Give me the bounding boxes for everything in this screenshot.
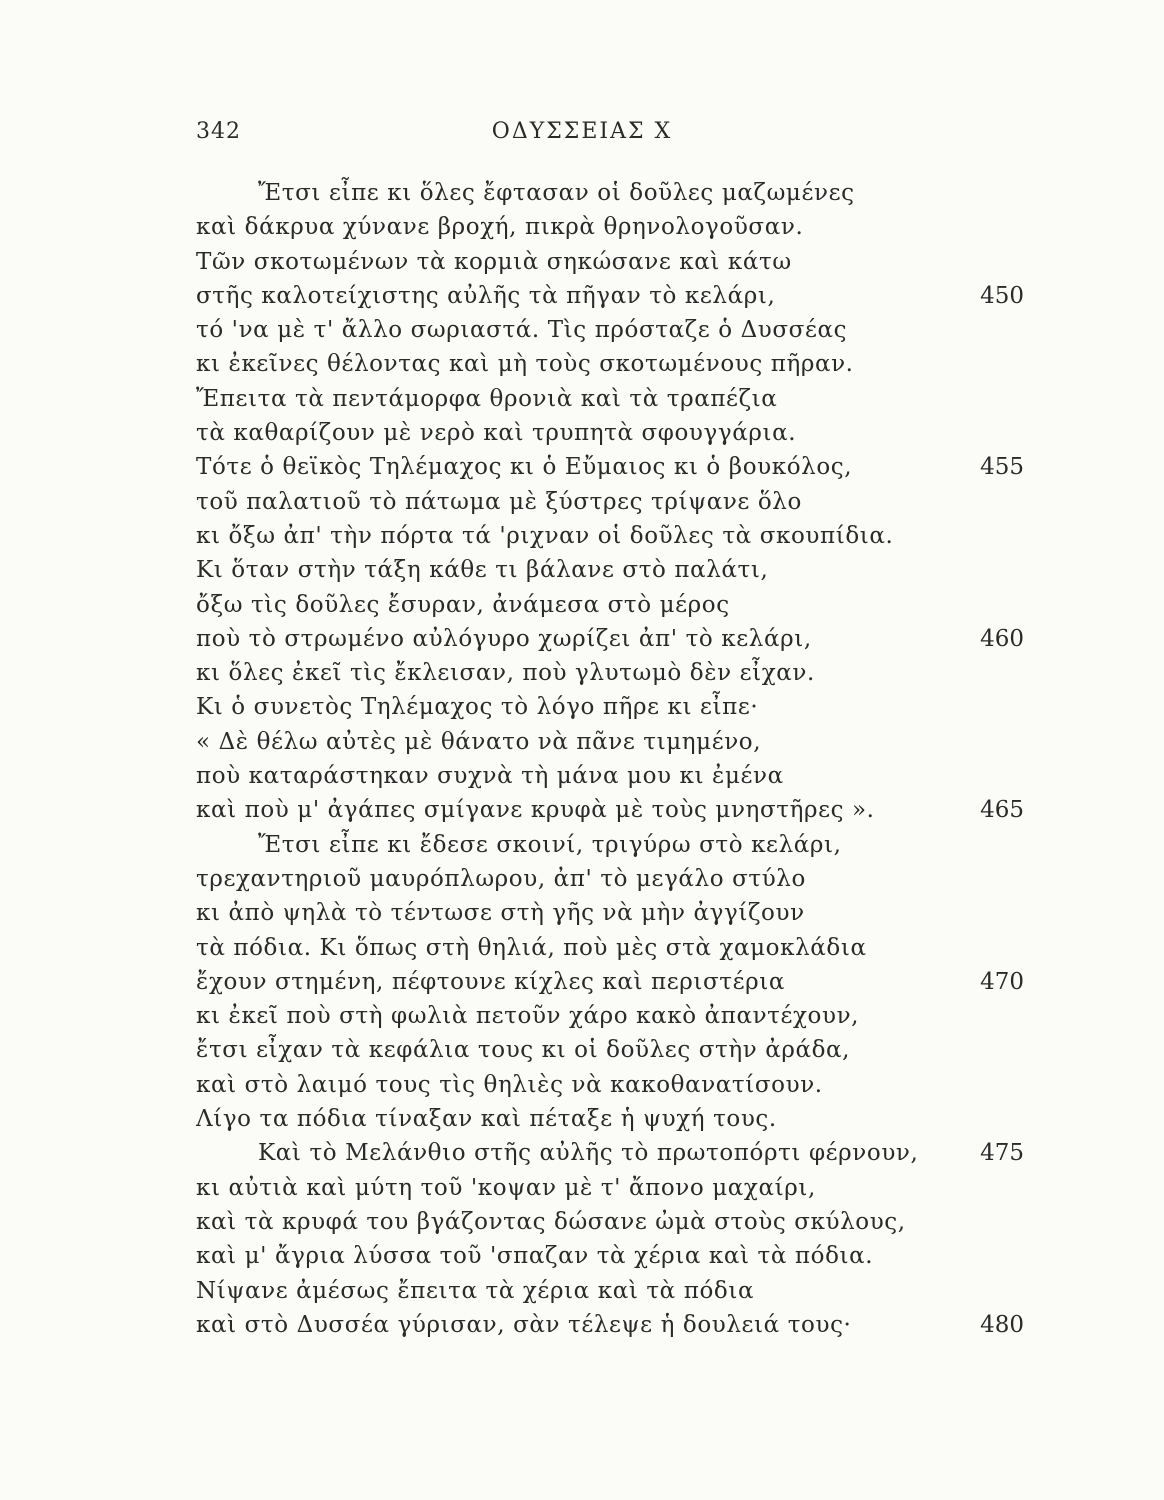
verse-text: κι ἐκεῖ ποὺ στὴ φωλιὰ πετοῦν χάρο κακὸ ἀπαντέχουν,	[196, 1003, 860, 1030]
verse-line	[0, 862, 1164, 896]
line-number: 470	[980, 968, 1024, 995]
verse-text: τοῦ παλατιοῦ τὸ πάτωμα μὲ ξύστρες τρίψανε ὅλο	[196, 488, 802, 515]
line-number: 465	[980, 797, 1024, 824]
verse-text: ἔτσι εἶχαν τὰ κεφάλια τους κι οἱ δοῦλες στὴν ἀράδα,	[196, 1037, 851, 1064]
verse-line	[0, 279, 1164, 313]
verse-line	[0, 1205, 1164, 1239]
verse-text: ποὺ τὸ στρωμένο αὐλόγυρο χωρίζει ἀπ' τὸ κελάρι,	[196, 625, 812, 652]
verse-line	[0, 1033, 1164, 1067]
verse-text: καὶ στὸ Δυσσέα γύρισαν, σὰν τέλεψε ἡ δουλειά τους·	[196, 1311, 852, 1338]
verse-block	[0, 176, 1164, 1342]
verse-text: καὶ στὸ λαιμό τους τὶς θηλιὲς νὰ κακοθανατίσουν.	[196, 1071, 823, 1098]
verse-line	[0, 416, 1164, 450]
verse-text: τό 'να μὲ τ' ἄλλο σωριαστά. Τὶς πρόσταζε ὁ Δυσσέας	[196, 317, 848, 344]
verse-text: κι ἀπὸ ψηλὰ τὸ τέντωσε στὴ γῆς νὰ μὴν ἀγγίζουν	[196, 900, 805, 927]
verse-line	[0, 690, 1164, 724]
verse-line	[0, 622, 1164, 656]
verse-text: τὰ καθαρίζουν μὲ νερὸ καὶ τρυπητὰ σφουγγάρια.	[196, 420, 797, 447]
page-number: 342	[196, 119, 241, 144]
verse-line	[0, 759, 1164, 793]
verse-text: Ἔπειτα τὰ πεντάμορφα θρονιὰ καὶ τὰ τραπέζια	[196, 385, 778, 412]
verse-line	[0, 245, 1164, 279]
verse-text: στῆς καλοτείχιστης αὐλῆς τὰ πῆγαν τὸ κελάρι,	[196, 282, 776, 309]
verse-line	[0, 313, 1164, 347]
verse-line	[0, 382, 1164, 416]
verse-text: τρεχαντηριοῦ μαυρόπλωρου, ἀπ' τὸ μεγάλο στύλο	[196, 865, 806, 892]
verse-text: κι ὅλες ἐκεῖ τὶς ἔκλεισαν, ποὺ γλυτωμὸ δὲν εἶχαν.	[196, 660, 815, 687]
verse-text: κι αὐτιὰ καὶ μύτη τοῦ 'κοψαν μὲ τ' ἄπονο μαχαίρι,	[196, 1174, 816, 1201]
verse-text: Κι ὁ συνετὸς Τηλέμαχος τὸ λόγο πῆρε κι εἶπε·	[196, 694, 759, 721]
verse-text: κι ὄξω ἀπ' τὴν πόρτα τά 'ριχναν οἱ δοῦλες τὰ σκουπίδια.	[196, 522, 894, 549]
verse-text: ἔχουν στημένη, πέφτουνε κίχλες καὶ περιστέρια	[196, 968, 785, 995]
verse-text: κι ἐκεῖνες θέλοντας καὶ μὴ τοὺς σκοτωμένους πῆραν.	[196, 351, 854, 378]
line-number: 450	[980, 282, 1024, 309]
verse-text: Καὶ τὸ Μελάνθιο στῆς αὐλῆς τὸ πρωτοπόρτι φέρνουν,	[258, 1140, 919, 1167]
verse-line	[0, 1239, 1164, 1273]
verse-text: τὰ πόδια. Κι ὅπως στὴ θηλιά, ποὺ μὲς στὰ χαμοκλάδια	[196, 934, 867, 961]
verse-line	[0, 210, 1164, 244]
verse-text: ὄξω τὶς δοῦλες ἔσυραν, ἀνάμεσα στὸ μέρος	[196, 591, 730, 618]
verse-text: Ἔτσι εἶπε κι ἔδεσε σκοινί, τριγύρω στὸ κελάρι,	[258, 831, 842, 858]
line-number: 455	[980, 454, 1024, 481]
verse-line	[0, 828, 1164, 862]
verse-line	[0, 931, 1164, 965]
verse-line	[0, 725, 1164, 759]
verse-line	[0, 656, 1164, 690]
verse-text: Κι ὅταν στὴν τάξη κάθε τι βάλανε στὸ παλάτι,	[196, 557, 769, 584]
verse-line	[0, 999, 1164, 1033]
verse-text: « Δὲ θέλω αὐτὲς μὲ θάνατο νὰ πᾶνε τιμημένο,	[196, 728, 762, 755]
verse-line	[0, 485, 1164, 519]
verse-text: Τῶν σκοτωμένων τὰ κορμιὰ σηκώσανε καὶ κάτω	[196, 248, 792, 275]
verse-line	[0, 1274, 1164, 1308]
verse-text: ποὺ καταράστηκαν συχνὰ τὴ μάνα μου κι ἐμένα	[196, 763, 784, 790]
verse-line	[0, 965, 1164, 999]
verse-text: Τότε ὁ θεϊκὸς Τηλέμαχος κι ὁ Εὔμαιος κι ὁ βουκόλος,	[196, 454, 853, 481]
verse-line	[0, 896, 1164, 930]
line-number: 480	[980, 1311, 1024, 1338]
verse-line	[0, 519, 1164, 553]
verse-text: καὶ ποὺ μ' ἀγάπες σμίγανε κρυφὰ μὲ τοὺς μνηστῆρες ».	[196, 797, 875, 824]
verse-text: Λίγο τα πόδια τίναξαν καὶ πέταξε ἡ ψυχή τους.	[196, 1106, 777, 1133]
verse-line	[0, 1068, 1164, 1102]
line-number: 475	[980, 1140, 1024, 1167]
verse-line	[0, 1136, 1164, 1170]
verse-text: Νίψανε ἀμέσως ἔπειτα τὰ χέρια καὶ τὰ πόδια	[196, 1277, 755, 1304]
verse-line	[0, 176, 1164, 210]
verse-line	[0, 347, 1164, 381]
verse-text: Ἔτσι εἶπε κι ὅλες ἔφτασαν οἱ δοῦλες μαζωμένες	[258, 180, 855, 206]
verse-line	[0, 588, 1164, 622]
verse-text: καὶ δάκρυα χύνανε βροχή, πικρὰ θρηνολογοῦσαν.	[196, 214, 804, 241]
verse-text: καὶ τὰ κρυφά του βγάζοντας δώσανε ὠμὰ στοὺς σκύλους,	[196, 1208, 906, 1235]
verse-line	[0, 793, 1164, 827]
line-number: 460	[980, 625, 1024, 652]
verse-text: καὶ μ' ἄγρια λύσσα τοῦ 'σπαζαν τὰ χέρια καὶ τὰ πόδια.	[196, 1243, 874, 1270]
verse-line	[0, 1308, 1164, 1342]
verse-line	[0, 553, 1164, 587]
verse-line	[0, 1171, 1164, 1205]
running-head: ΟΔΥΣΣΕΙΑΣ Χ	[491, 119, 673, 144]
verse-line	[0, 1102, 1164, 1136]
verse-line	[0, 450, 1164, 484]
